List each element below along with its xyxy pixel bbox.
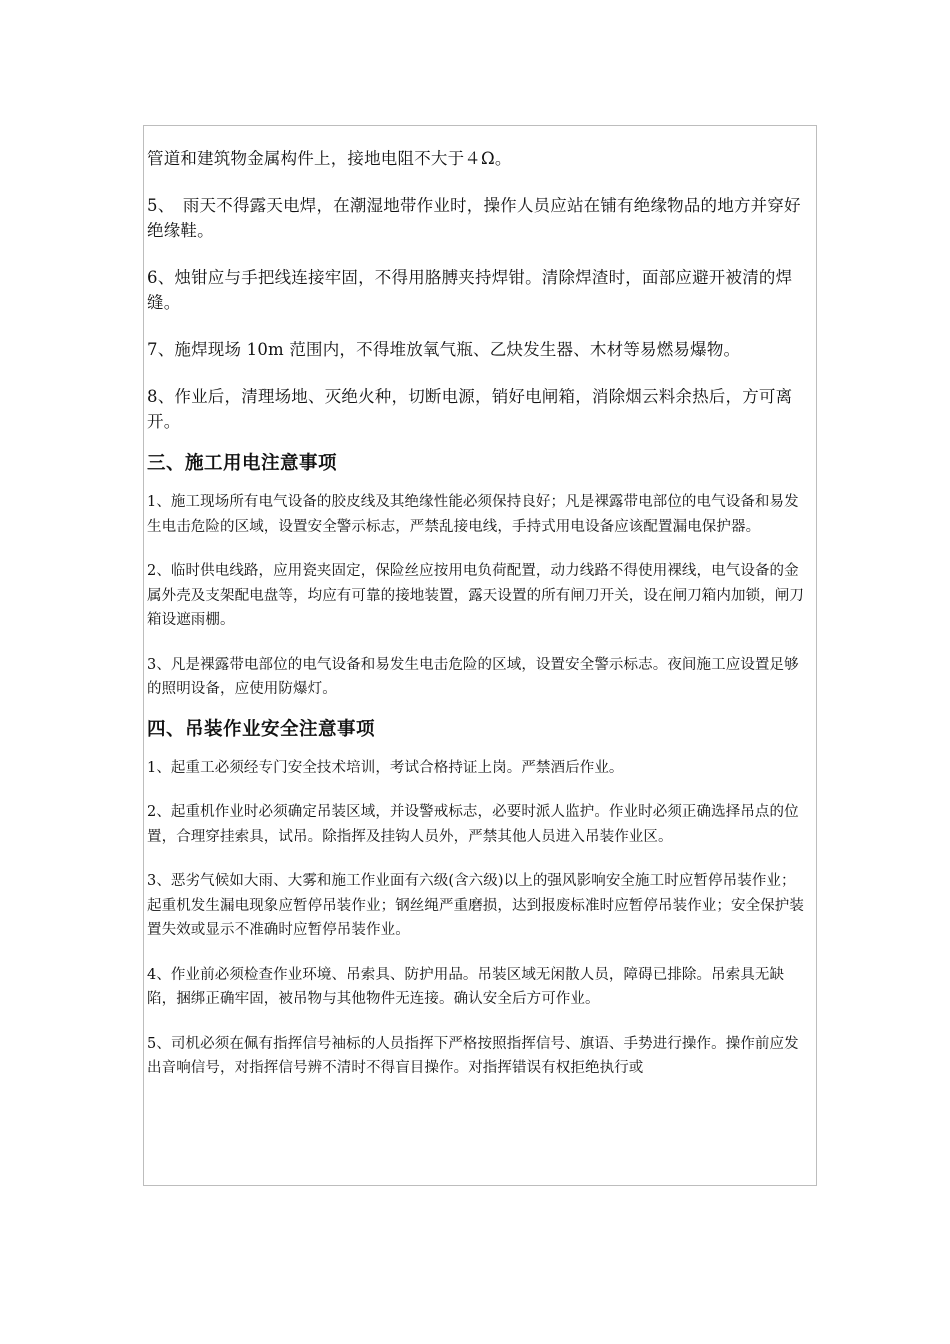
paragraph: 4、作业前必须检查作业环境、吊索具、防护用品。吊装区域无闲散人员，障碍已排除。吊索具无缺陷，捆绑正确牢固，被吊物与其他物件无连接。确认安全后方可作业。 — [147, 966, 785, 1007]
paragraph: 1、施工现场所有电气设备的胶皮线及其绝缘性能必须保持良好；凡是裸露带电部位的电气设备和易发生电击危险的区域，设置安全警示标志，严禁乱接电线，手持式用电设备应该配置漏电保护器。 — [147, 494, 799, 535]
paragraph: 7、施焊现场 10m 范围内，不得堆放氧气瓶、乙炔发生器、木材等易燃易爆物。 — [147, 340, 741, 359]
paragraph: 2、起重机作业时必须确定吊装区域，并设警戒标志，必要时派人监护。作业时必须正确选择吊点的位置，合理穿挂索具，试吊。除指挥及挂钩人员外，严禁其他人员进入吊装作业区。 — [147, 804, 799, 845]
paragraph: 2、临时供电线路，应用瓷夹固定，保险丝应按用电负荷配置，动力线路不得使用裸线，电气设备的金属外壳及支架配电盘等，均应有可靠的接地装置，露天设置的所有闸刀开关，设在闸刀箱内加锁，闸刀箱设遮雨棚。 — [147, 563, 804, 628]
paragraph: 6、烛钳应与手把线连接牢固，不得用胳膊夹持焊钳。清除焊渣时，面部应避开被清的焊缝。 — [147, 268, 793, 312]
section-heading: 三、施工用电注意事项 — [147, 453, 338, 474]
paragraph: 8、作业后，清理场地、灭绝火种，切断电源，销好电闸箱，消除烟云料余热后，方可离开。 — [147, 387, 793, 431]
paragraph: 5、 雨天不得露天电焊，在潮湿地带作业时，操作人员应站在铺有绝缘物品的地方并穿好绝缘鞋。 — [147, 196, 801, 240]
document-content — [144, 126, 816, 1081]
paragraph: 5、司机必须在佩有指挥信号袖标的人员指挥下严格按照指挥信号、旗语、手势进行操作。操作前应发出音响信号，对指挥信号辨不清时不得盲目操作。对指挥错误有权拒绝执行或 — [147, 1035, 799, 1076]
paragraph: 1、起重工必须经专门安全技术培训，考试合格持证上岗。严禁酒后作业。 — [147, 759, 624, 776]
paragraph: 管道和建筑物金属构件上，接地电阻不大于４Ω。 — [147, 149, 512, 168]
section-heading: 四、吊装作业安全注意事项 — [147, 718, 376, 740]
paragraph: 3、恶劣气候如大雨、大雾和施工作业面有六级(含六级)以上的强风影响安全施工时应暂停吊装作业；起重机发生漏电现象应暂停吊装作业；钢丝绳严重磨损，达到报废标准时应暂停吊装作业；安全保护装置失效或显示不准确时应暂停吊装作业。 — [147, 873, 804, 938]
document-frame — [143, 125, 817, 1186]
paragraph: 3、凡是裸露带电部位的电气设备和易发生电击危险的区域，设置安全警示标志。夜间施工应设置足够的照明设备，应使用防爆灯。 — [147, 656, 799, 697]
